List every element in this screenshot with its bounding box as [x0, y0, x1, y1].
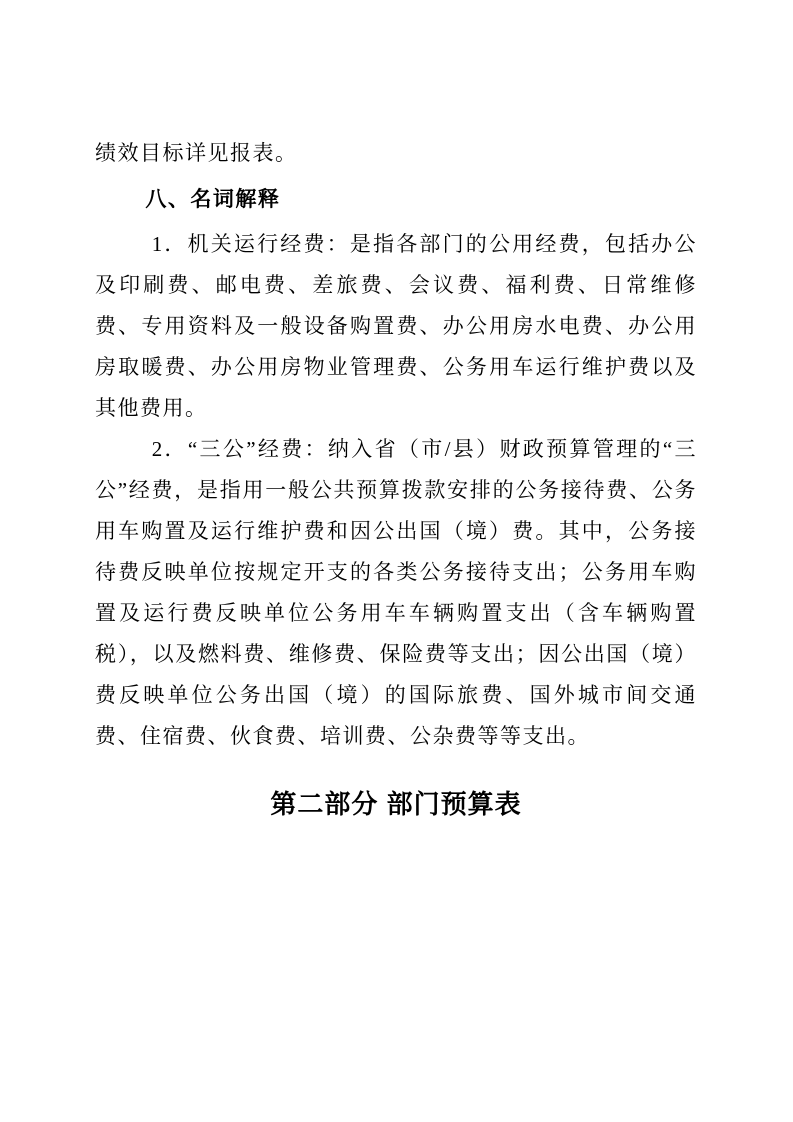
- section-heading-glossary: 八、名词解释: [145, 188, 281, 211]
- paragraph-agency-operating-expenses: 1．机关运行经费：是指各部门的公用经费，包括办公及印刷费、邮电费、差旅费、会议费、福利费、日常维修费、专用资料及一般设备购置费、办公用房水电费、办公用房取暖费、办公用房物业管理费、公务用车运行维护费以及其他费用。: [95, 232, 697, 420]
- intro-line: 绩效目标详见报表。: [95, 141, 298, 165]
- part-two-heading: 第二部分 部门预算表: [270, 789, 522, 819]
- paragraph-three-public-expenses: 2．“三公”经费：纳入省（市/县）财政预算管理的“三公”经费，是指用一般公共预算拨款安排的公务接待费、公务用车购置及运行维护费和因公出国（境）费。其中，公务接待费反映单位按规定开支的各类公务接待支出；公务用车购置及运行费反映单位公务用车车辆购置支出（含车辆购置税），以及燃料费、维修费、保险费等支出；因公出国（境）费反映单位公务出国（境）的国际旅费、国外城市间交通费、住宿费、伙食费、培训费、公杂费等等支出。: [95, 437, 697, 748]
